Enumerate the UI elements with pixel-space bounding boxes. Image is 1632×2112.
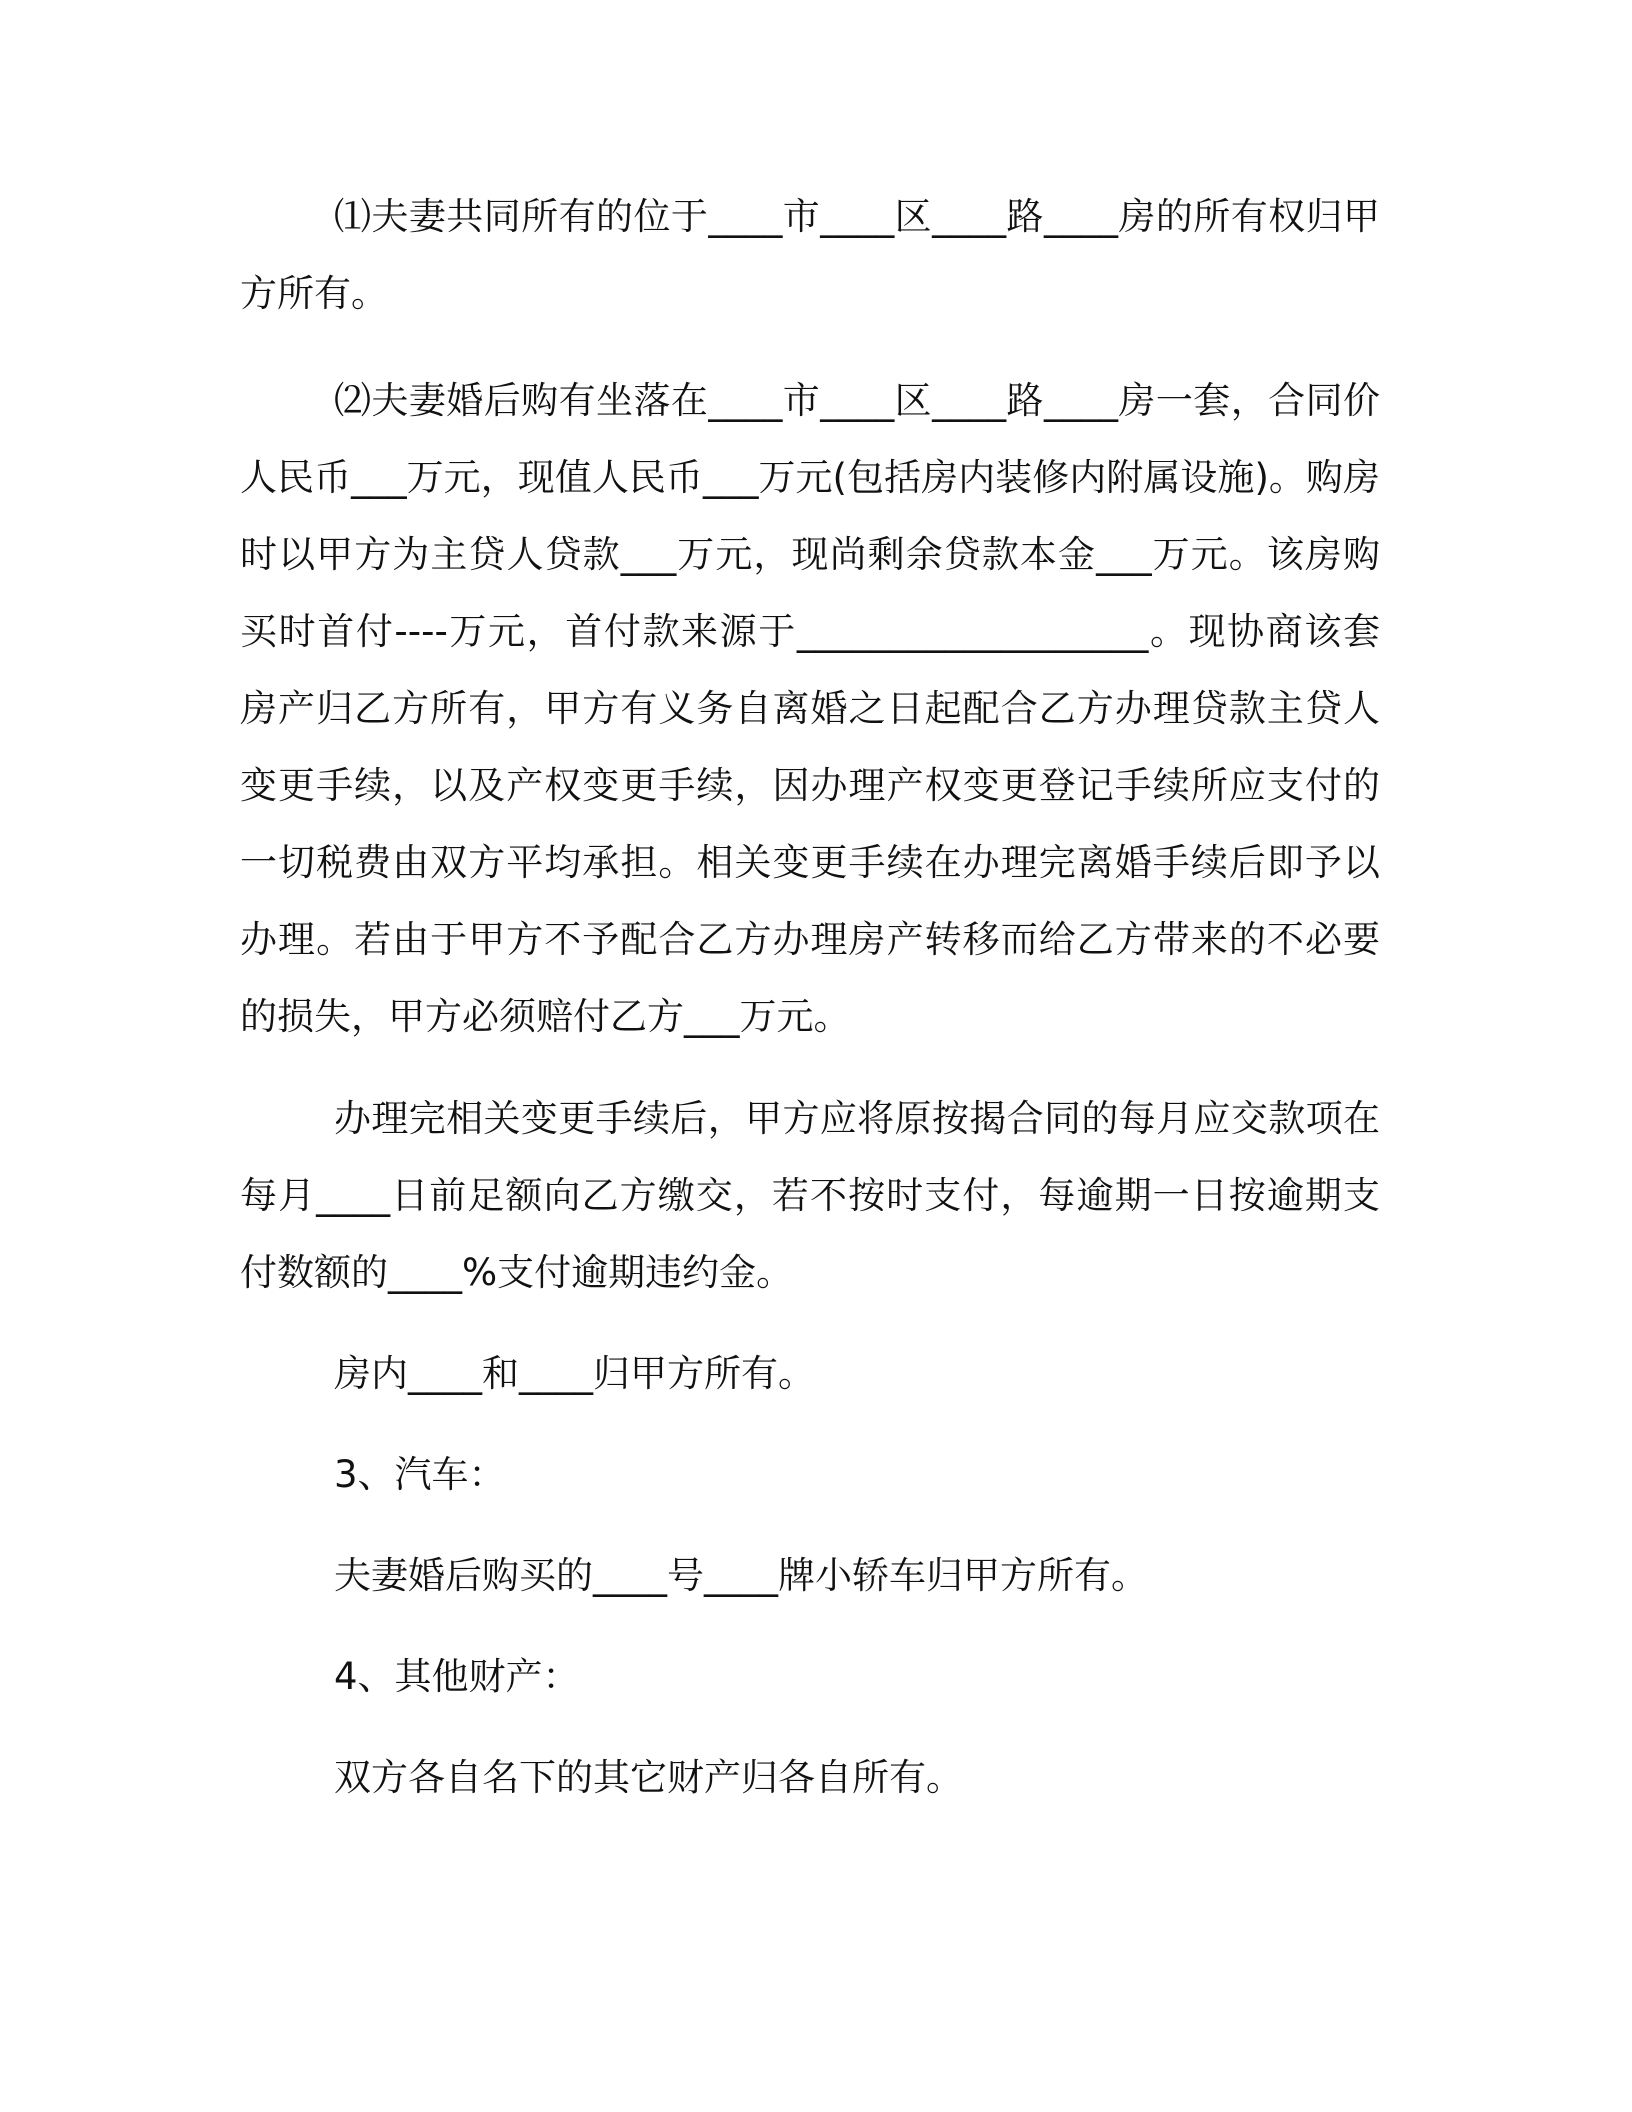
heading-car: 3、汽车： (334, 1453, 506, 1496)
line-house-items: 房内____和____归甲方所有。 (334, 1352, 815, 1395)
paragraph-house-ownership: ⑴夫妻共同所有的位于____市____区____路____房的所有权归甲方所有。 (240, 195, 1380, 315)
heading-other-property: 4、其他财产： (334, 1655, 580, 1698)
line-car-ownership: 夫妻婚后购买的____号____牌小轿车归甲方所有。 (334, 1554, 1148, 1597)
paragraph-mortgage-payment: 办理完相关变更手续后，甲方应将原按揭合同的每月应交款项在每月____日前足额向乙方缴交，若不按时支付，每逾期一日按逾期支付数额的____%支付逾期违约金。 (240, 1097, 1380, 1294)
paragraph-marital-house: ⑵夫妻婚后购有坐落在____市____区____路____房一套，合同价人民币___万元，现值人民币___万元(包括房内装修内附属设施)。购房时以甲方为主贷人贷款___万元，现尚剩余贷款本金___万元。该房购买时首付----万元，首付款来源于___________________。现协商该套房产归乙方所有，甲方有义务自离婚之日起配合乙方办理贷款主贷人变更手续，以及产权变更手续，因办理产权变更登记手续所应支付的一切税费由双方平均承担。相关变更手续在办理完离婚手续后即予以办理。若由于甲方不予配合乙方办理房产转移而给乙方带来的不必要的损失，甲方必须赔付乙方___万元。 (240, 379, 1380, 1038)
line-other-property: 双方各自名下的其它财产归各自所有。 (334, 1756, 963, 1799)
